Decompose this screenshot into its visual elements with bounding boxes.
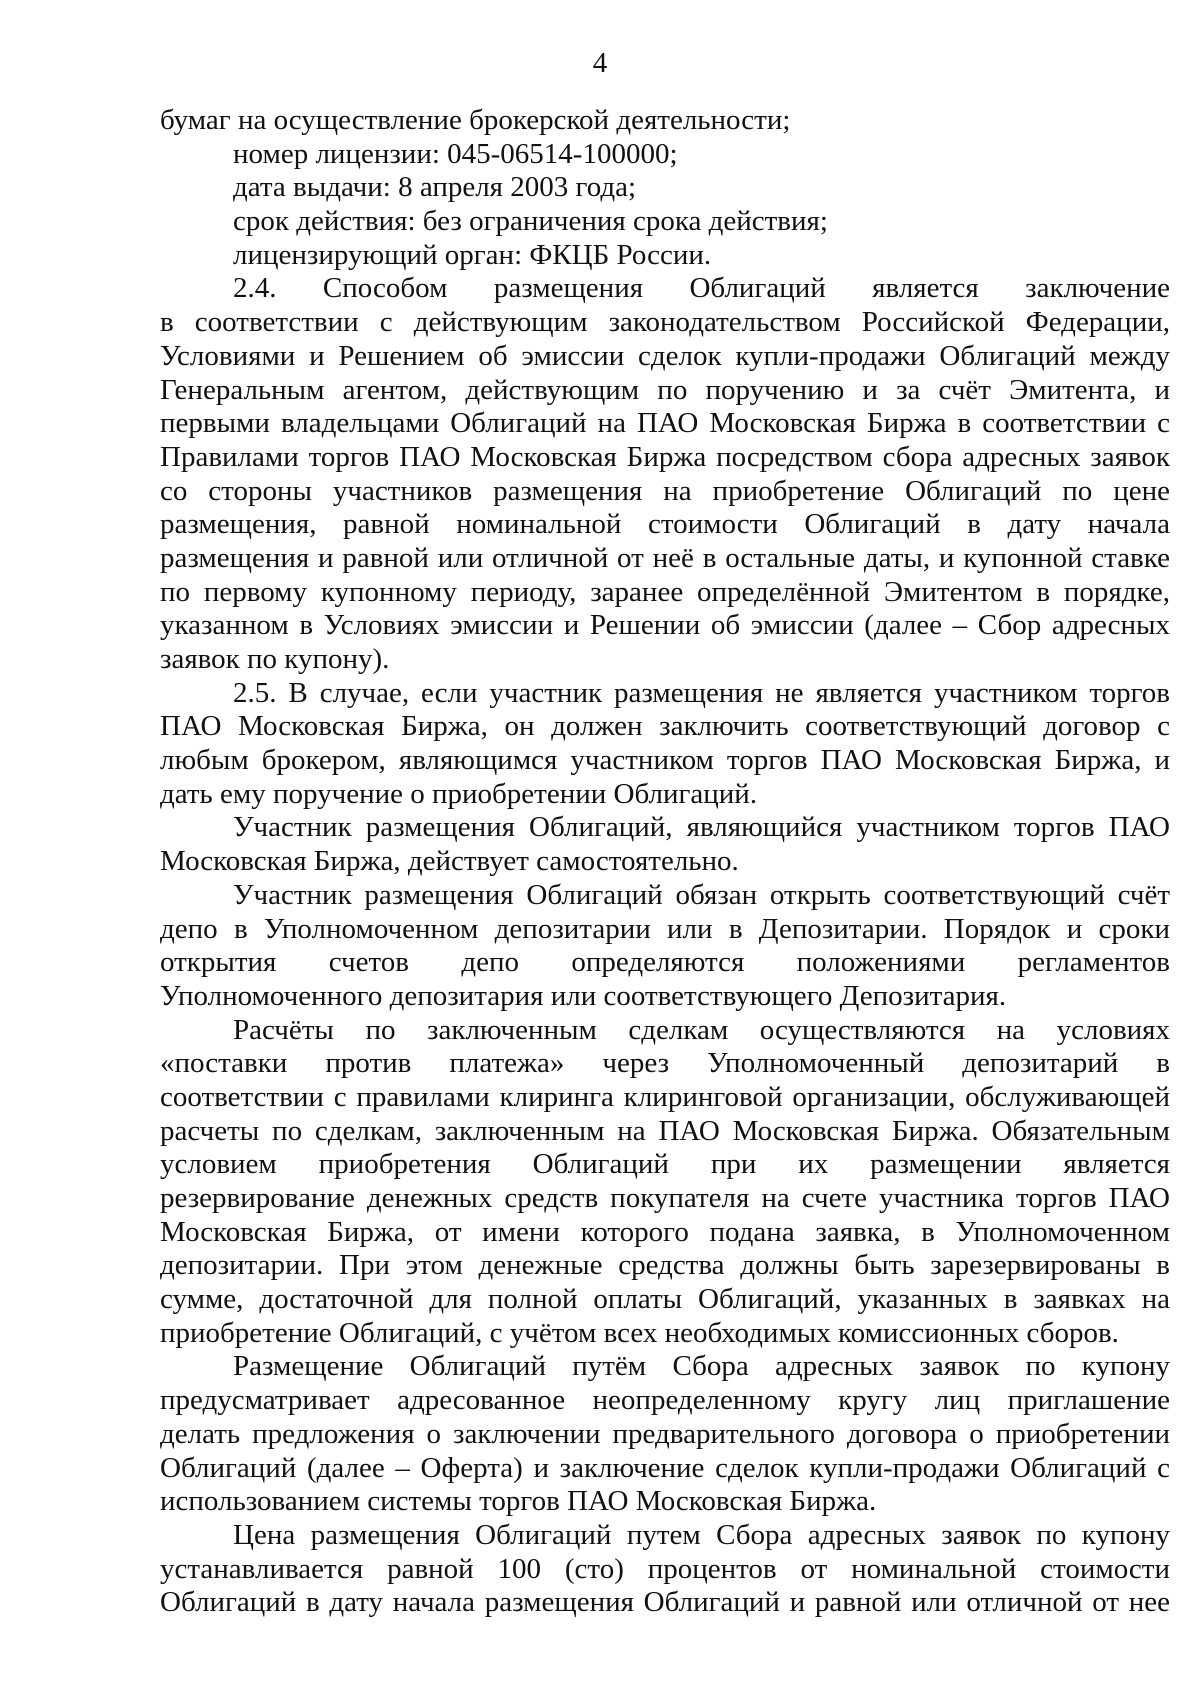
- text-line: дата выдачи: 8 апреля 2003 года;: [233, 171, 637, 204]
- text-line: срок действия: без ограничения срока действия;: [233, 205, 828, 238]
- text-line: депо в Уполномоченном депозитарии или в Депозитарии. Порядок и сроки: [160, 912, 1170, 945]
- document-body: [160, 104, 1170, 1620]
- text-line: 2.5. В случае, если участник размещения не является участником торгов: [233, 676, 1170, 709]
- text-line: указанном в Условиях эмиссии и Решении об эмиссии (далее – Сбор адресных: [160, 609, 1170, 642]
- text-line: Московская Биржа, действует самостоятельно.: [160, 845, 739, 878]
- page-number: 4: [592, 47, 608, 79]
- text-line: устанавливается равной 100 (сто) процентов от номинальной стоимости: [160, 1552, 1170, 1585]
- text-line: Участник размещения Облигаций обязан открыть соответствующий счёт: [233, 878, 1170, 911]
- text-line: дать ему поручение о приобретении Облигаций.: [160, 777, 758, 810]
- text-line: депозитарии. При этом денежные средства должны быть зарезервированы в: [160, 1249, 1170, 1282]
- text-line: размещения и равной или отличной от неё в остальные даты, и купонной ставке: [160, 541, 1170, 574]
- text-line: заявок по купону).: [160, 643, 390, 675]
- text-line: со стороны участников размещения на приобретение Облигаций по цене: [160, 474, 1170, 507]
- text-line: Генеральным агентом, действующим по поручению и за счёт Эмитента, и: [160, 373, 1170, 406]
- text-line: Условиями и Решением об эмиссии сделок купли-продажи Облигаций между: [160, 339, 1170, 372]
- text-line: по первому купонному периоду, заранее определённой Эмитентом в порядке,: [160, 575, 1170, 608]
- text-line: первыми владельцами Облигаций на ПАО Московская Биржа в соответствии с: [160, 407, 1170, 440]
- text-line: приобретение Облигаций, с учётом всех необходимых комиссионных сборов.: [160, 1316, 1119, 1349]
- text-line: Облигаций в дату начала размещения Облигаций и равной или отличной от нее: [160, 1586, 1170, 1619]
- text-line: Облигаций (далее – Оферта) и заключение сделок купли-продажи Облигаций с: [160, 1451, 1170, 1484]
- text-line: любым брокером, являющимся участником торгов ПАО Московская Биржа, и: [160, 744, 1170, 777]
- text-line: расчеты по сделкам, заключенным на ПАО Московская Биржа. Обязательным: [160, 1114, 1170, 1147]
- text-line: делать предложения о заключении предварительного договора о приобретении: [160, 1417, 1170, 1450]
- text-line: лицензирующий орган: ФКЦБ России.: [233, 238, 712, 271]
- text-line: ПАО Московская Биржа, он должен заключить соответствующий договор с: [160, 710, 1170, 743]
- text-line: предусматривает адресованное неопределенному кругу лиц приглашение: [160, 1384, 1170, 1417]
- text-line: номер лицензии: 045-06514-100000;: [233, 137, 678, 170]
- text-line: использованием системы торгов ПАО Московская Биржа.: [160, 1485, 877, 1518]
- text-line: Московская Биржа, от имени которого подана заявка, в Уполномоченном: [160, 1215, 1170, 1248]
- text-line: Правилами торгов ПАО Московская Биржа посредством сбора адресных заявок: [160, 440, 1170, 473]
- text-line: бумаг на осуществление брокерской деятельности;: [160, 104, 791, 136]
- text-line: условием приобретения Облигаций при их размещении является: [160, 1148, 1170, 1181]
- text-line: Участник размещения Облигаций, являющийся участником торгов ПАО: [233, 811, 1170, 844]
- text-line: 2.4. Способом размещения Облигаций является заключение: [233, 272, 1170, 305]
- text-line: размещения, равной номинальной стоимости Облигаций в дату начала: [160, 508, 1170, 541]
- text-line: Цена размещения Облигаций путем Сбора адресных заявок по купону: [233, 1518, 1170, 1551]
- text-line: «поставки против платежа» через Уполномоченный депозитарий в: [160, 1047, 1170, 1080]
- text-line: в соответствии с действующим законодательством Российской Федерации,: [160, 306, 1170, 339]
- text-line: соответствии с правилами клиринга клиринговой организации, обслуживающей: [160, 1080, 1170, 1113]
- text-line: Уполномоченного депозитария или соответствующего Депозитария.: [160, 979, 1007, 1012]
- text-line: открытия счетов депо определяются положениями регламентов: [160, 946, 1170, 979]
- text-line: Расчёты по заключенным сделкам осуществляются на условиях: [233, 1013, 1170, 1046]
- text-line: Размещение Облигаций путём Сбора адресных заявок по купону: [233, 1350, 1170, 1383]
- text-line: сумме, достаточной для полной оплаты Облигаций, указанных в заявках на: [160, 1283, 1170, 1316]
- text-line: резервирование денежных средств покупателя на счете участника торгов ПАО: [160, 1182, 1170, 1214]
